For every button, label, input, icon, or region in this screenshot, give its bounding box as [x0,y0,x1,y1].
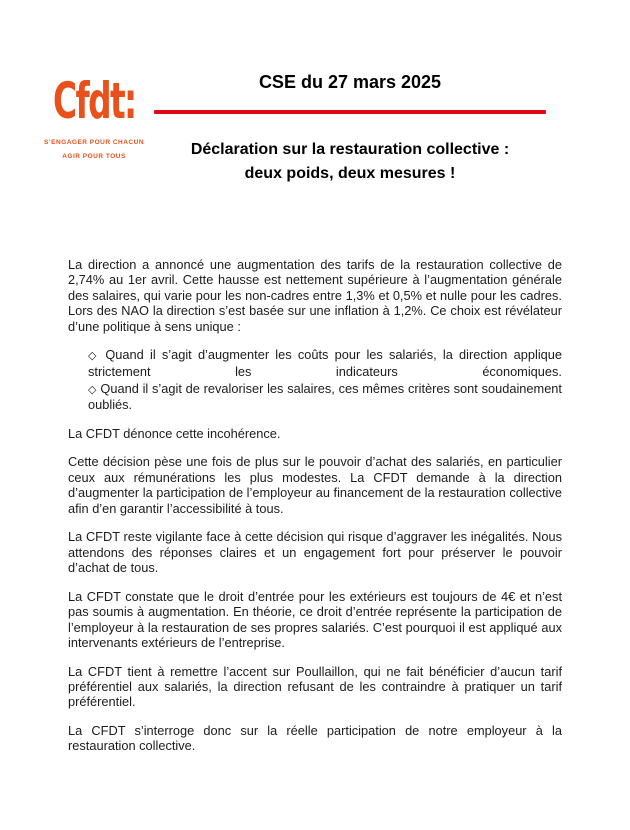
document-title [140,138,560,188]
cfdt-tagline-line2: AGIR POUR TOUS [62,152,126,160]
paragraph-vigilance: La CFDT reste vigilante face à cette décision qui risque d’aggraver les inégalités. Nous attendons des réponses claires et un engagement fort pour préserver le pouvoir d’achat de tous. [68,529,562,576]
document-header [0,72,630,257]
paragraph-conclusion: La CFDT s’interroge donc sur la réelle participation de notre employeur à la restauration collective. [68,722,562,754]
paragraph-purchasing-power: Cette décision pèse une fois de plus sur le pouvoir d’achat des salariés, en particulier ceux aux rémunérations les plus modestes. La CFDT demande à la direction d’augmenter la participation de l’employeur au financement de la restauration collective afin d’en garantir l’accessibilité à tous. [68,454,562,516]
bullet-item-2 [88,381,562,413]
document-title-line2: deux poids, deux mesures ! [244,165,456,183]
paragraph-poullaillon: La CFDT tient à remettre l’accent sur Poullaillon, qui ne fait bénéficier d’aucun tarif préférentiel aux salariés, la direction refusant de les contraindre à pratiquer un tarif préférentiel. [68,663,562,710]
diamond-bullet-icon: ◇ [88,350,100,363]
bullet-list [68,347,562,413]
diamond-bullet-icon: ◇ [88,384,97,397]
bullet-text-2: Quand il s’agit de revaloriser les salaires, ces mêmes critères sont soudainement oubliés. [88,381,562,413]
meeting-title: CSE du 27 mars 2025 [258,72,442,92]
cfdt-logo [36,74,152,163]
paragraph-denounce: La CFDT dénonce cette incohérence. [68,425,281,441]
document-title-line1: Déclaration sur la restauration collective : [190,140,510,158]
cfdt-logo-text: Cfdt: [52,72,136,131]
document-body [68,257,562,754]
header-title-block [140,72,560,187]
paragraph-entry-fee: La CFDT constate que le droit d’entrée pour les extérieurs est toujours de 4€ et n’est pas soumis à augmentation. En théorie, ce droit d’entrée représente la participation de l’employeur à la restauration de ses propres salariés. C’est pourquoi il est appliqué aux intervenants extérieurs de l’entreprise. [68,588,562,651]
cfdt-logo-tagline [36,136,152,163]
bullet-text-1: Quand il s’agit d’augmenter les coûts pour les salariés, la direction applique strictement les indicateurs économiques. [88,347,563,379]
paragraph-intro: La direction a annoncé une augmentation des tarifs de la restauration collective de 2,74% au 1er avril. Cette hausse est nettement supérieure à l’augmentation générale des salaires, qui varie pour les non-cadres entre 1,3% et 0,5% et nulle pour les cadres. Lors des NAO la direction s’est basée sur une inflation à 1,2%. Ce choix est révélateur d’une politique à sens unique : [68,257,562,334]
red-rule-divider [154,110,546,114]
bullet-item-1 [88,347,562,379]
cfdt-tagline-line1: S’ENGAGER POUR CHACUN [43,139,145,146]
